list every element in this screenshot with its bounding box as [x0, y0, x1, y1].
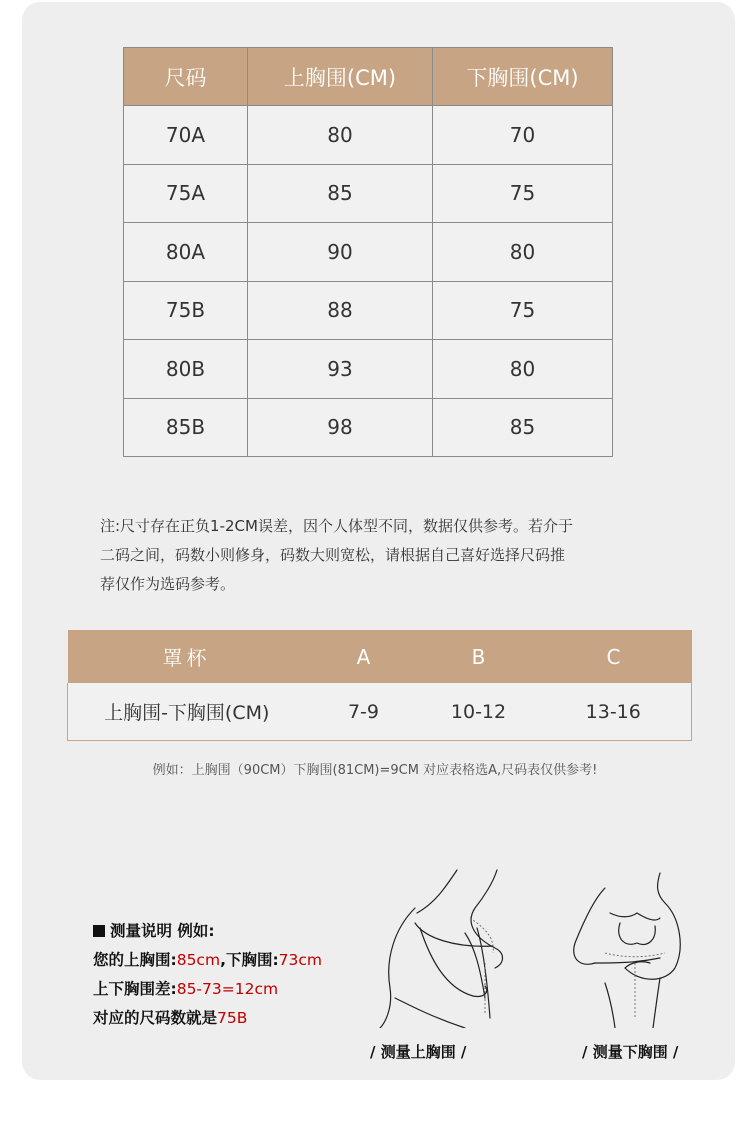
- table-row: [124, 340, 613, 399]
- table-row: [124, 164, 613, 223]
- measure-title: 测量说明 例如:: [110, 922, 215, 940]
- caption-upper-bust: / 测量上胸围 /: [370, 1043, 467, 1061]
- caption-under-bust: / 测量下胸围 /: [582, 1043, 679, 1061]
- cell-under: 70: [433, 106, 613, 165]
- cell-under: 85: [433, 398, 613, 457]
- cell-difference-label: 上胸围-下胸围(CM): [68, 683, 306, 741]
- cell-under: 80: [433, 340, 613, 399]
- measure-line-1: [93, 946, 322, 975]
- result-value: 75B: [217, 1009, 248, 1027]
- separator: ,: [220, 951, 226, 969]
- header-cup-c: C: [536, 630, 692, 683]
- cell-size: 75B: [124, 281, 248, 340]
- table-row: [124, 106, 613, 165]
- size-note: [100, 512, 660, 599]
- upper-value: 85cm: [176, 951, 221, 969]
- table-row: [124, 398, 613, 457]
- cell-size: 75A: [124, 164, 248, 223]
- under-label: 下胸围:: [225, 951, 279, 969]
- cell-upper: 90: [248, 223, 433, 282]
- upper-label: 您的上胸围:: [93, 951, 177, 969]
- cell-upper: 80: [248, 106, 433, 165]
- cell-cup-c: 13-16: [536, 683, 692, 741]
- measure-line-3: [93, 1004, 322, 1033]
- header-cup: 罩杯: [68, 630, 306, 683]
- header-cup-a: A: [306, 630, 422, 683]
- result-label: 对应的尺码数就是: [93, 1009, 218, 1027]
- header-upper-bust: 上胸围(CM): [248, 48, 433, 106]
- table-row: [68, 683, 692, 741]
- example-text: 例如：上胸围（90CM）下胸围(81CM)=9CM 对应表格选A,尺码表仅供参考!: [152, 763, 598, 778]
- cell-upper: 88: [248, 281, 433, 340]
- cell-under: 75: [433, 164, 613, 223]
- measure-line-2: [93, 975, 322, 1004]
- table-row: [124, 223, 613, 282]
- cell-upper: 93: [248, 340, 433, 399]
- cell-size: 80A: [124, 223, 248, 282]
- header-under-bust: 下胸围(CM): [433, 48, 613, 106]
- cell-size: 70A: [124, 106, 248, 165]
- size-table-header-row: [124, 48, 613, 106]
- cell-size: 80B: [124, 340, 248, 399]
- measure-title-line: [93, 917, 322, 946]
- cell-upper: 85: [248, 164, 433, 223]
- square-bullet-icon: [93, 925, 105, 937]
- cell-under: 75: [433, 281, 613, 340]
- header-size: 尺码: [124, 48, 248, 106]
- difference-value: 85-73=12cm: [176, 980, 279, 998]
- note-line: 荐仅作为选码参考。: [100, 575, 236, 593]
- header-cup-b: B: [422, 630, 536, 683]
- note-line: 注:尺寸存在正负1-2CM误差，因个人体型不同，数据仅供参考。若介于: [100, 517, 573, 535]
- note-line: 二码之间，码数小则修身，码数大则宽松，请根据自己喜好选择尺码推: [100, 546, 566, 564]
- upper-bust-figure-illustration: [365, 868, 545, 1028]
- cell-size: 85B: [124, 398, 248, 457]
- cell-cup-b: 10-12: [422, 683, 536, 741]
- cup-table-header-row: [68, 630, 692, 683]
- size-chart-table: [123, 47, 613, 457]
- cup-chart-table: [67, 630, 692, 741]
- under-bust-figure-illustration: [565, 868, 710, 1028]
- measure-instructions: [93, 917, 322, 1033]
- cell-upper: 98: [248, 398, 433, 457]
- under-value: 73cm: [278, 951, 323, 969]
- cell-cup-a: 7-9: [306, 683, 422, 741]
- table-row: [124, 281, 613, 340]
- difference-label: 上下胸围差:: [93, 980, 177, 998]
- cell-under: 80: [433, 223, 613, 282]
